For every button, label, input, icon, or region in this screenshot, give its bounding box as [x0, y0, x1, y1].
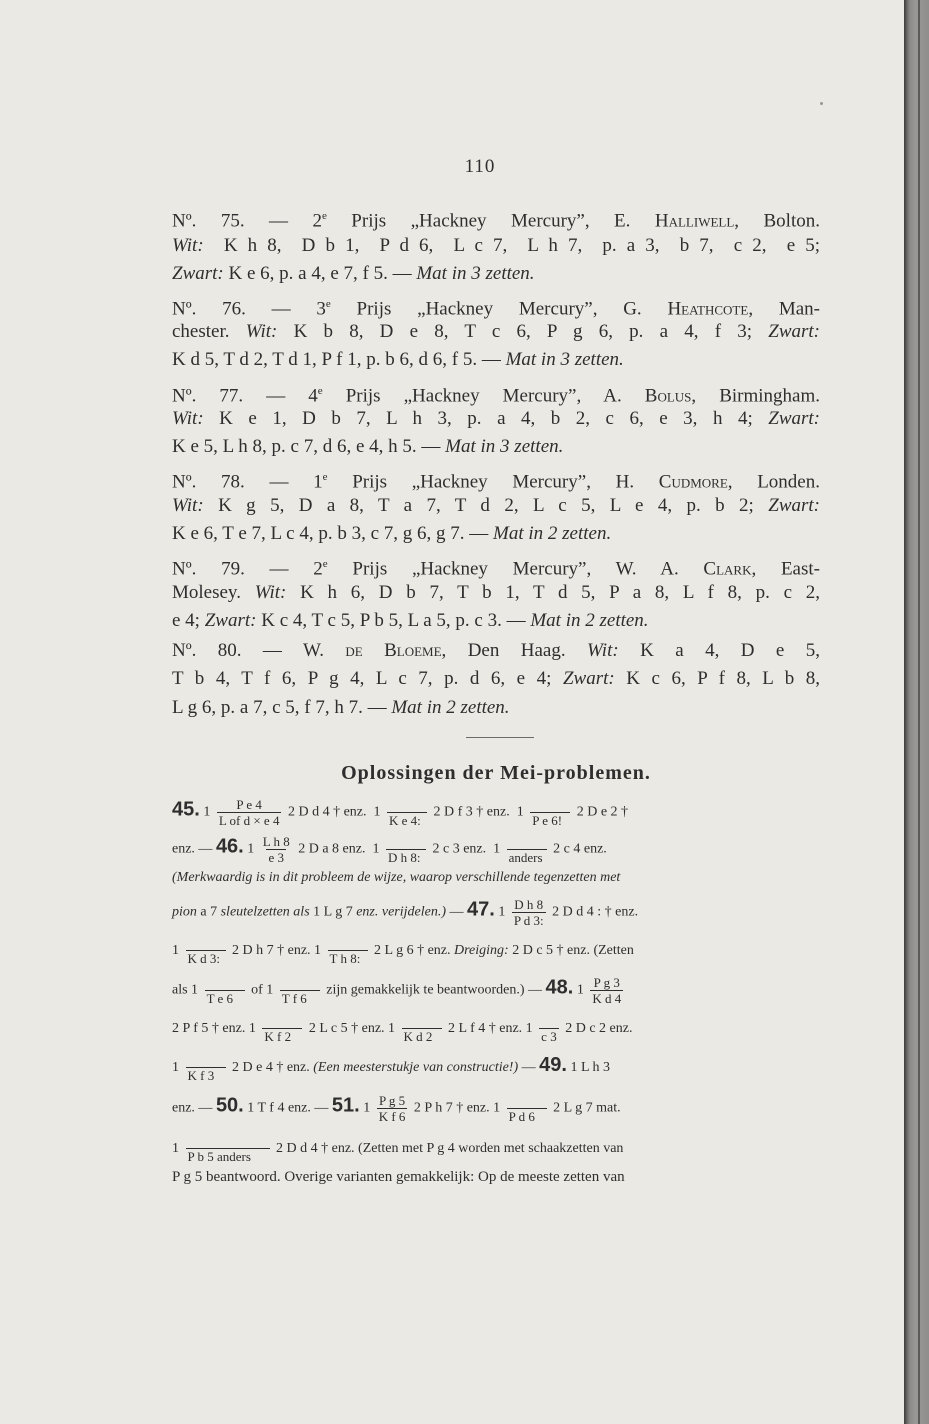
problem-77-line-1: Nº. 77. — 4e Prijs „Hackney Mercury”, A. Bolus, Birmingham.: [172, 385, 820, 407]
solution-45: 45. 1 $\frac{\text{P e 4}}{\text{L of d × e 4}}$ 2 D d 4 † enz. 1 K e 4: 2 D f 3 † enz. 1 P e 6! 2 D e 2 †: [172, 797, 629, 828]
remark-line-1: (Merkwaardig is in dit probleem de wijze, waarop verschillende tegenzetten met: [172, 870, 621, 885]
problem-78-line-2: Wit: K g 5, D a 8, T a 7, T d 2, L c 5, L e 4, p. b 2; Zwart:: [172, 495, 820, 516]
paper-speck: [820, 102, 823, 105]
page-number: 110: [464, 156, 496, 177]
solutions-heading: Oplossingen der Mei-problemen.: [341, 762, 651, 784]
solution-46: enz. — 46. 1 $\frac{\text{L h 8}}{e 3}$ 2 D a 8 enz. 1 D h 8: 2 c 3 enz. 1 anders 2 c 4 enz.: [172, 834, 607, 865]
solution-51-final-line: P g 5 beantwoord. Overige varianten gemakkelijk: Op de meeste zetten van: [172, 1169, 625, 1185]
problem-80-line-2: T b 4, T f 6, P g 4, L c 7, p. d 6, e 4; Zwart: K c 6, P f 8, L b 8,: [172, 668, 820, 689]
solution-48-continued: 2 P f 5 † enz. 1 K f 2 2 L c 5 † enz. 1 K d 2 2 L f 4 † enz. 1 c 3 2 D c 2 enz.: [172, 1021, 633, 1044]
section-divider: [466, 737, 534, 738]
problem-78-line-3: K e 6, T e 7, L c 4, p. b 3, c 7, g 6, g 7. — Mat in 2 zetten.: [172, 523, 612, 544]
problem-79-line-3: e 4; Zwart: K c 4, T c 5, P b 5, L a 5, p. c 3. — Mat in 2 zetten.: [172, 610, 649, 631]
solution-48: als 1 T e 6 of 1 T f 6 zijn gemakkelijk te beantwoorden.) — 48. 1 $\frac{\text{P g 3}}{\text{K d 4}}$: [172, 975, 622, 1006]
problem-75-line-3: Zwart: K e 6, p. a 4, e 7, f 5. — Mat in 3 zetten.: [172, 263, 535, 284]
problem-80-line-1: Nº. 80. — W. de Bloeme, Den Haag. Wit: K a 4, D e 5,: [172, 640, 820, 661]
problem-79-line-2: Molesey. Wit: K h 6, D b 7, T b 1, T d 5, P a 8, L f 8, p. c 2,: [172, 582, 820, 603]
problem-77-line-3: K e 5, L h 8, p. c 7, d 6, e 4, h 5. — Mat in 3 zetten.: [172, 436, 564, 457]
solution-47-continued: 1 K d 3: 2 D h 7 † enz. 1 T h 8: 2 L g 6 † enz. Dreiging: 2 D c 5 † enz. (Zetten: [172, 943, 634, 966]
problem-76-line-2: chester. Wit: K b 8, D e 8, T c 6, P g 6, p. a 4, f 3; Zwart:: [172, 321, 820, 342]
problem-75-line-1: Nº. 75. — 2e Prijs „Hackney Mercury”, E. Halliwell, Bolton.: [172, 210, 820, 232]
page-edge-line: [918, 0, 920, 1424]
problem-77-line-2: Wit: K e 1, D b 7, L h 3, p. a 4, b 2, c 6, e 3, h 4; Zwart:: [172, 408, 820, 429]
page-edge-shadow: [904, 0, 929, 1424]
problem-75-line-2: Wit: K h 8, D b 1, P d 6, L c 7, L h 7, p. a 3, b 7, c 2, e 5;: [172, 235, 820, 256]
remark-line-2-solution-47: pion a 7 sleutelzetten als 1 L g 7 enz. verijdelen.) — 47. 1 $\frac{\text{D h 8}}{\text{P d 3:}}$ 2 D d 4 : † enz.: [172, 897, 639, 928]
solution-49: 1 K f 3 2 D e 4 † enz. (Een meesterstukje van constructie!) — 49. 1 L h 3: [172, 1054, 610, 1083]
solution-51-continued: 1 P b 5 anders 2 D d 4 † enz. (Zetten met P g 4 worden met schaakzetten van: [172, 1141, 624, 1164]
problem-80-line-3: L g 6, p. a 7, c 5, f 7, h 7. — Mat in 2 zetten.: [172, 697, 510, 718]
solution-50-51: enz. — 50. 1 T f 4 enz. — 51. 1 $\frac{\text{P g 5}}{\text{K f 6}}$ 2 P h 7 † enz. 1 P d 6 2 L g 7 mat.: [172, 1093, 621, 1124]
problem-76-line-1: Nº. 76. — 3e Prijs „Hackney Mercury”, G. Heathcote, Man-: [172, 298, 820, 320]
problem-76-line-3: K d 5, T d 2, T d 1, P f 1, p. b 6, d 6, f 5. — Mat in 3 zetten.: [172, 349, 624, 370]
problem-78-line-1: Nº. 78. — 1e Prijs „Hackney Mercury”, H. Cudmore, Londen.: [172, 471, 820, 493]
problem-79-line-1: Nº. 79. — 2e Prijs „Hackney Mercury”, W. A. Clark, East-: [172, 558, 820, 580]
